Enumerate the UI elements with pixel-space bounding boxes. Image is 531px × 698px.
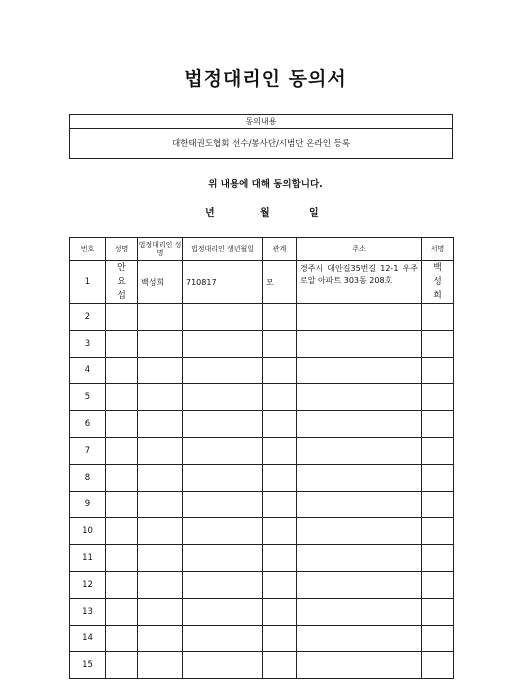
cell-relation: [263, 598, 297, 625]
cell-guardian-name: [138, 384, 183, 411]
cell-signature: [422, 304, 454, 331]
header-number: 번호: [70, 238, 106, 261]
cell-address: [297, 518, 422, 545]
table-row: [70, 411, 454, 438]
header-guardian-name: 법정대리인 성명: [138, 238, 183, 261]
header-guardian-birthdate: 법정대리인 생년월일: [183, 238, 263, 261]
cell-relation: [263, 437, 297, 464]
row-number: 6: [70, 411, 106, 438]
cell-address: [297, 411, 422, 438]
cell-signature: [422, 545, 454, 572]
cell-guardian-name: [138, 437, 183, 464]
cell-relation: [263, 652, 297, 679]
row-number: 13: [70, 598, 106, 625]
cell-birthdate: [183, 518, 263, 545]
cell-relation: [263, 491, 297, 518]
cell-address: [297, 330, 422, 357]
cell-signature: [422, 437, 454, 464]
table-row: [70, 261, 454, 304]
cell-name: [106, 491, 138, 518]
cell-guardian-name: 백성희: [138, 261, 183, 304]
cell-name: [106, 464, 138, 491]
cell-relation: [263, 411, 297, 438]
row-number: 15: [70, 652, 106, 679]
row-number: 1: [70, 261, 106, 304]
header-signature: 서명: [422, 238, 454, 261]
cell-address: [297, 571, 422, 598]
row-number: 10: [70, 518, 106, 545]
cell-signature: [422, 491, 454, 518]
cell-relation: [263, 625, 297, 652]
cell-name: [106, 304, 138, 331]
header-relation: 관계: [263, 238, 297, 261]
table-row: [70, 545, 454, 572]
agreement-statement: 위 내용에 대해 동의합니다.: [208, 179, 323, 190]
row-number: 2: [70, 304, 106, 331]
table-row: [70, 330, 454, 357]
cell-birthdate: [183, 571, 263, 598]
cell-birthdate: [183, 464, 263, 491]
cell-birthdate: [183, 652, 263, 679]
cell-signature: [422, 261, 454, 304]
cell-birthdate: [183, 357, 263, 384]
cell-relation: [263, 384, 297, 411]
cell-birthdate: [183, 330, 263, 357]
cell-address: [297, 384, 422, 411]
date-month: 월: [260, 208, 270, 219]
cell-birthdate: [183, 384, 263, 411]
table-row: [70, 464, 454, 491]
cell-signature: [422, 411, 454, 438]
consent-header: 동의내용: [70, 115, 452, 129]
cell-name: [106, 330, 138, 357]
cell-relation: [263, 357, 297, 384]
cell-signature: [422, 357, 454, 384]
cell-guardian-name: [138, 625, 183, 652]
cell-address: [297, 491, 422, 518]
cell-signature: [422, 571, 454, 598]
cell-birthdate: [183, 304, 263, 331]
row-number: 12: [70, 571, 106, 598]
table-row: [70, 518, 454, 545]
cell-birthdate: [183, 411, 263, 438]
table-row: [70, 384, 454, 411]
cell-address: [297, 357, 422, 384]
cell-address: [297, 545, 422, 572]
cell-address: [297, 464, 422, 491]
cell-signature: [422, 625, 454, 652]
cell-relation: 모: [263, 261, 297, 304]
cell-address: [297, 304, 422, 331]
row-number: 11: [70, 545, 106, 572]
cell-guardian-name: [138, 491, 183, 518]
cell-name: [106, 261, 138, 304]
table-row: [70, 491, 454, 518]
cell-signature: [422, 598, 454, 625]
table-row: [70, 437, 454, 464]
cell-address: [297, 437, 422, 464]
document-title: 법정대리인 동의서: [184, 68, 347, 90]
cell-relation: [263, 464, 297, 491]
cell-signature: [422, 652, 454, 679]
cell-relation: [263, 304, 297, 331]
cell-name: [106, 652, 138, 679]
cell-guardian-name: [138, 518, 183, 545]
cell-name: [106, 625, 138, 652]
row-number: 5: [70, 384, 106, 411]
cell-name-text: 안 요 섭: [117, 263, 126, 301]
cell-signature: [422, 384, 454, 411]
cell-name: [106, 384, 138, 411]
header-address: 주소: [297, 238, 422, 261]
row-number: 9: [70, 491, 106, 518]
cell-relation: [263, 545, 297, 572]
table-row: [70, 652, 454, 679]
cell-name: [106, 598, 138, 625]
row-number: 8: [70, 464, 106, 491]
header-name: 성명: [106, 238, 138, 261]
consent-box: [69, 114, 453, 159]
cell-guardian-name: [138, 464, 183, 491]
cell-birthdate: [183, 545, 263, 572]
cell-guardian-name: [138, 598, 183, 625]
cell-birthdate: [183, 437, 263, 464]
table-row: [70, 598, 454, 625]
cell-relation: [263, 571, 297, 598]
cell-name: [106, 411, 138, 438]
cell-name: [106, 545, 138, 572]
cell-guardian-name: [138, 545, 183, 572]
date-year: 년: [205, 208, 215, 219]
cell-guardian-name: [138, 304, 183, 331]
table-row: [70, 571, 454, 598]
row-number: 3: [70, 330, 106, 357]
table-header-row: [70, 238, 454, 261]
cell-name: [106, 357, 138, 384]
row-number: 7: [70, 437, 106, 464]
cell-name: [106, 437, 138, 464]
cell-birthdate: [183, 491, 263, 518]
cell-birthdate: [183, 598, 263, 625]
cell-birthdate: [183, 625, 263, 652]
cell-signature: [422, 464, 454, 491]
cell-relation: [263, 330, 297, 357]
row-number: 14: [70, 625, 106, 652]
table-row: [70, 625, 454, 652]
cell-name: [106, 518, 138, 545]
cell-guardian-name: [138, 571, 183, 598]
row-number: 4: [70, 357, 106, 384]
cell-signature-text: 백 성 희: [433, 263, 442, 301]
cell-birthdate: 710817: [183, 261, 263, 304]
cell-guardian-name: [138, 411, 183, 438]
table-row: [70, 304, 454, 331]
cell-guardian-name: [138, 357, 183, 384]
cell-relation: [263, 518, 297, 545]
cell-guardian-name: [138, 330, 183, 357]
cell-address: 경주시 대안길35번길 12-1 우주로알 아파트 303동 208호: [297, 261, 422, 304]
cell-address: [297, 598, 422, 625]
consent-content: 대한태권도협회 선수/봉사단/시범단 온라인 등록: [171, 139, 351, 149]
guardian-table: [69, 237, 454, 679]
table-row: [70, 357, 454, 384]
cell-address: [297, 625, 422, 652]
date-day: 일: [309, 208, 319, 219]
cell-name: [106, 571, 138, 598]
cell-signature: [422, 330, 454, 357]
cell-address: [297, 652, 422, 679]
cell-guardian-name: [138, 652, 183, 679]
cell-signature: [422, 518, 454, 545]
